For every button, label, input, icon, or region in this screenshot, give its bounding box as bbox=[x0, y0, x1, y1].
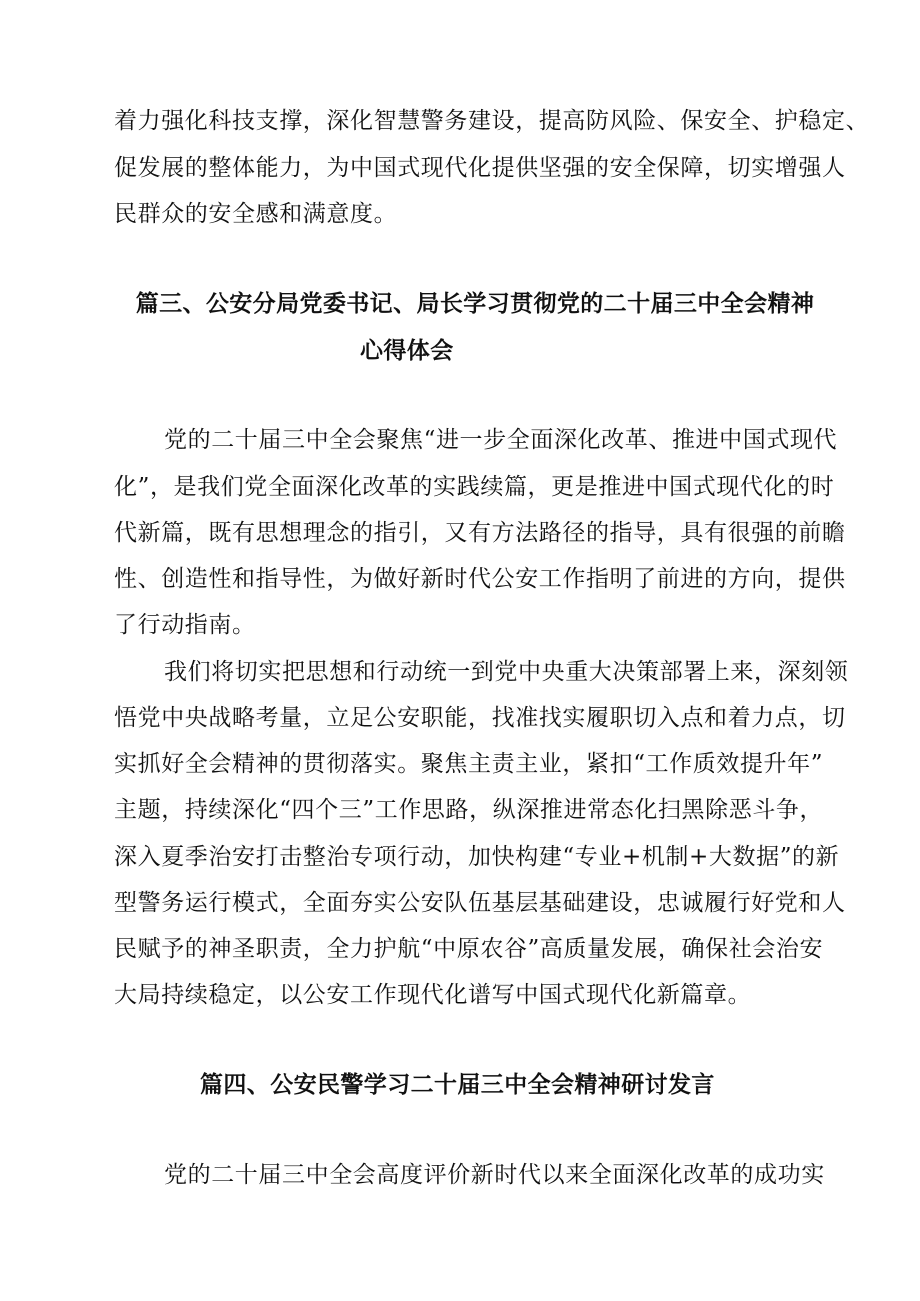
body-text-line: 促发展的整体能力，为中国式现代化提供坚强的安全保障，切实增强人 bbox=[114, 155, 846, 181]
body-text-line: 着力强化科技支撑，深化智慧警务建设，提高防风险、保安全、护稳定、 bbox=[114, 108, 870, 134]
body-text-line: 党的二十届三中全会高度评价新时代以来全面深化改革的成功实 bbox=[164, 1162, 825, 1188]
body-text-line: 深入夏季治安打击整治专项行动，加快构建“专业+机制+大数据”的新 bbox=[114, 844, 840, 870]
body-text-line: 悟党中央战略考量，立足公安职能，找准找实履职切入点和着力点，切 bbox=[114, 705, 846, 731]
body-text-line: 大局持续稳定，以公安工作现代化谱写中国式现代化新篇章。 bbox=[114, 982, 752, 1008]
section-4-title: 篇四、公安民警学习二十届三中全会精神研讨发言 bbox=[200, 1072, 715, 1098]
section-3-title: 篇三、公安分局党委书记、局长学习贯彻党的二十届三中全会精神 bbox=[135, 291, 815, 317]
body-text-line: 性、创造性和指导性，为做好新时代公安工作指明了前进的方向，提供 bbox=[114, 566, 846, 592]
body-text-line: 化”，是我们党全面深化改革的实践续篇，更是推进中国式现代化的时 bbox=[114, 474, 835, 500]
body-text-line: 了行动指南。 bbox=[114, 612, 256, 638]
body-text-line: 民赋予的神圣职责，全力护航“中原农谷”高质量发展，确保社会治安 bbox=[114, 936, 824, 962]
body-text-line: 型警务运行模式，全面夯实公安队伍基层基础建设，忠诚履行好党和人 bbox=[114, 890, 846, 916]
body-text-line: 代新篇，既有思想理念的指引，又有方法路径的指导，具有很强的前瞻 bbox=[114, 520, 846, 546]
body-text-line: 党的二十届三中全会聚焦“进一步全面深化改革、推进中国式现代 bbox=[164, 427, 838, 453]
body-text-line: 实抓好全会精神的贯彻落实。聚焦主责主业，紧扣“工作质效提升年” bbox=[114, 751, 824, 777]
body-text-line: 主题，持续深化“四个三”工作思路，纵深推进常态化扫黑除恶斗争， bbox=[114, 797, 824, 823]
body-text-line: 我们将切实把思想和行动统一到党中央重大决策部署上来，深刻领 bbox=[164, 659, 849, 685]
body-text-line: 民群众的安全感和满意度。 bbox=[114, 201, 398, 227]
section-3-title-continued: 心得体会 bbox=[360, 338, 454, 364]
